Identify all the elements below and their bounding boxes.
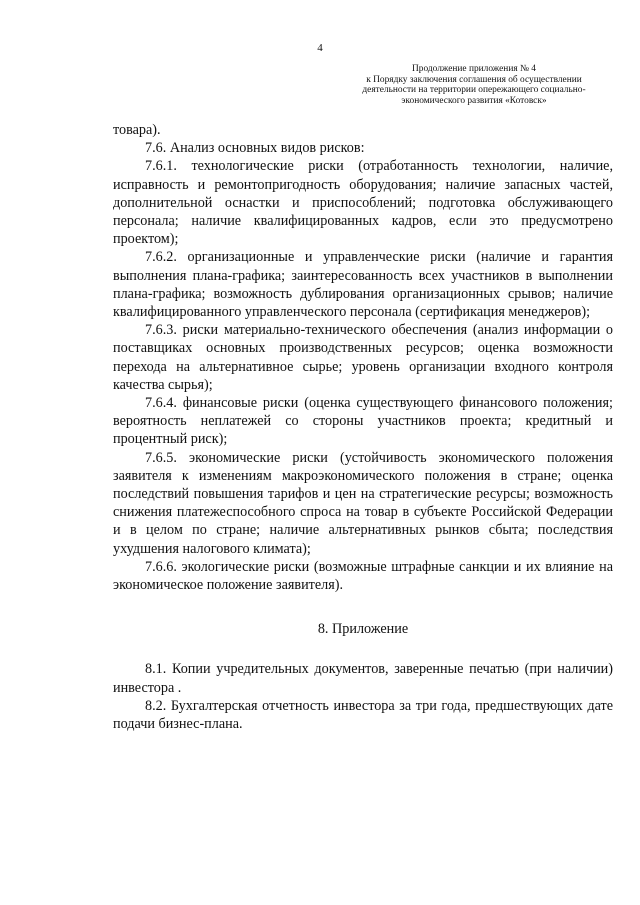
section-7-6-title: 7.6. Анализ основных видов рисков:: [145, 140, 365, 157]
page-number: 4: [317, 42, 323, 54]
appendix-item-8-2: 8.2. Бухгалтерская отчетность инвестора за три года, предшествующих дате подачи бизнес-плана.: [113, 697, 613, 733]
risk-item-material-supply: 7.6.3. риски материально-технического обеспечения (анализ информации о поставщиках основных производственных ресурсов; оценка возможности перехода на альтернативное сырье; уровень организации входного контроля качества сырья);: [113, 322, 613, 393]
continuation-text: товара).: [113, 122, 161, 138]
document-body: [113, 121, 613, 733]
risk-item-organizational: 7.6.2. организационные и управленческие риски (наличие и гарантия выполнения плана-графика; заинтересованность всех участников в выполнении плана-графика; возможность дублирования организационных срывов; наличие квалифицированного управленческого персонала (сертификация менеджеров);: [113, 249, 613, 321]
header-line: экономического развития «Котовск»: [401, 95, 547, 106]
risk-item-financial: 7.6.4. финансовые риски (оценка существующего финансового положения; вероятность неплатежей со стороны участников проекта; кредитный и процентный риск);: [113, 395, 613, 448]
section-8-heading: 8. Приложение: [317, 621, 409, 638]
risk-item-technological: 7.6.1. технологические риски (отработанность технологии, наличие, исправность и ремонтопригодность оборудования; наличие запасных частей, дополнительной оснастки и приспособлений; подготовка обслуживающего персонала; наличие квалифицированных кадров, если это предусмотрено проектом);: [113, 158, 613, 248]
risk-item-ecological: 7.6.6. экологические риски (возможные штрафные санкции и их влияние на экономическое положение заявителя).: [113, 558, 613, 594]
appendix-item-8-1: 8.1. Копии учредительных документов, заверенные печатью (при наличии) инвестора .: [113, 661, 613, 696]
risk-item-economic: 7.6.5. экономические риски (устойчивость экономического положения заявителя к изменениям макроэкономического положения в стране; оценка последствий повышения тарифов и цен на стратегические ресурсы; возможность снижения платежеспособного спроса на товар в субъекте Российской Федерации и в целом по стране; наличие альтернативных рынков сбыта; последствия ухудшения налогового климата);: [113, 449, 613, 557]
header-line: Продолжение приложения № 4: [412, 64, 536, 74]
header-line: деятельности на территории опережающего социально-: [362, 85, 586, 95]
appendix-header-note: [338, 64, 610, 106]
header-line: к Порядку заключения соглашения об осуществлении: [366, 74, 582, 85]
